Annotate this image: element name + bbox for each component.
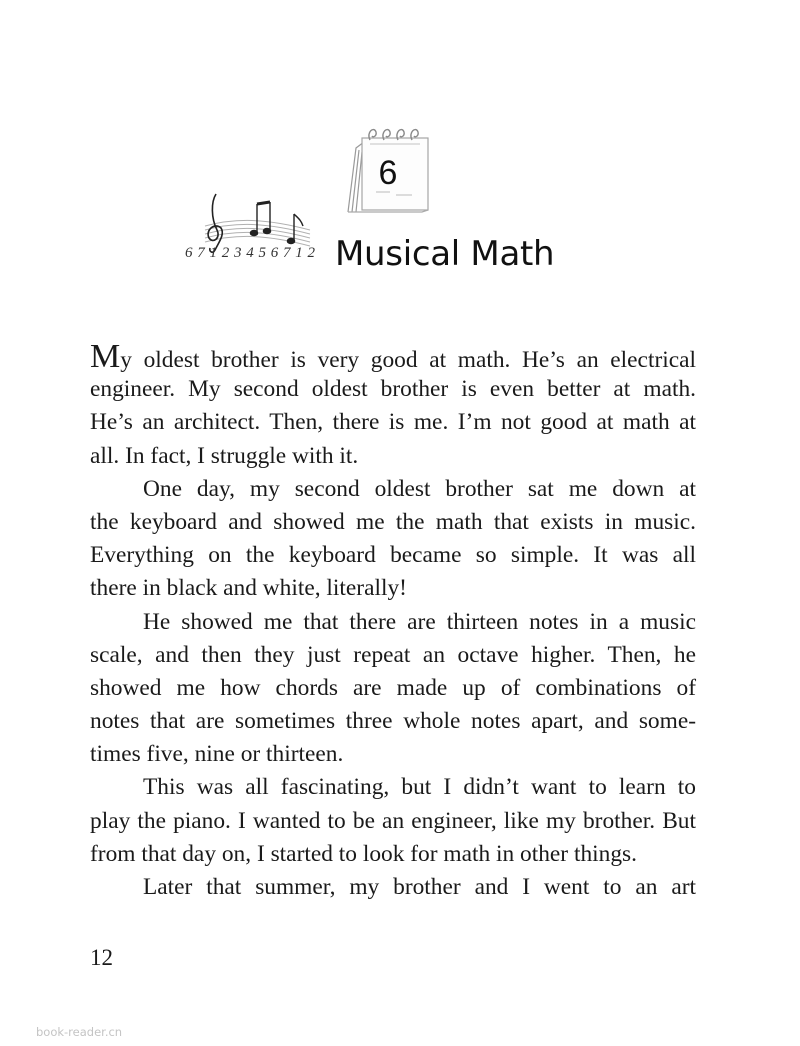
text-line: scale, and then they just repeat an octave higher. Then, he (90, 641, 696, 668)
text-line: all. In fact, I struggle with it. (90, 442, 359, 469)
text-line: He showed me that there are thirteen notes in a music (143, 608, 696, 635)
paragraph (90, 473, 696, 606)
text-line: showed me how chords are made up of combinations of (90, 674, 696, 701)
watermark: book-reader.cn (36, 1025, 123, 1039)
text-line: engineer. My second oldest brother is even better at math. (90, 376, 696, 403)
chapter-number: 6 (378, 154, 398, 192)
text-line: from that day on, I started to look for math in other things. (90, 840, 637, 867)
calendar-icon (342, 120, 434, 220)
chapter-title: Musical Math (335, 234, 555, 274)
text-line: My oldest brother is very good at math. He’s an electrical (90, 338, 696, 375)
paragraph (90, 871, 696, 904)
text-line: notes that are sometimes three whole notes apart, and some- (90, 708, 696, 735)
music-staff-icon (185, 188, 320, 268)
text-line: He’s an architect. Then, there is me. I’m not good at math at (90, 409, 696, 436)
music-scale-digits: 6 7 1 2 3 4 5 6 7 1 2 (185, 245, 316, 261)
text-line: play the piano. I wanted to be an engineer, like my brother. But (90, 807, 696, 834)
text-line: the keyboard and showed me the math that exists in music. (90, 508, 696, 535)
text-line: Everything on the keyboard became so simple. It was all (90, 542, 696, 569)
text-line: Later that summer, my brother and I went to an art (143, 874, 696, 900)
paragraph (90, 606, 696, 772)
page-number: 12 (90, 945, 113, 970)
text-line: times five, nine or thirteen. (90, 741, 344, 768)
paragraph (90, 340, 696, 473)
text-line: there in black and white, literally! (90, 575, 407, 602)
body-text (90, 340, 696, 904)
drop-cap: M (90, 338, 121, 375)
text-line: One day, my second oldest brother sat me down at (143, 475, 696, 502)
text-line: This was all fascinating, but I didn’t want to learn to (143, 774, 696, 801)
paragraph (90, 771, 696, 871)
